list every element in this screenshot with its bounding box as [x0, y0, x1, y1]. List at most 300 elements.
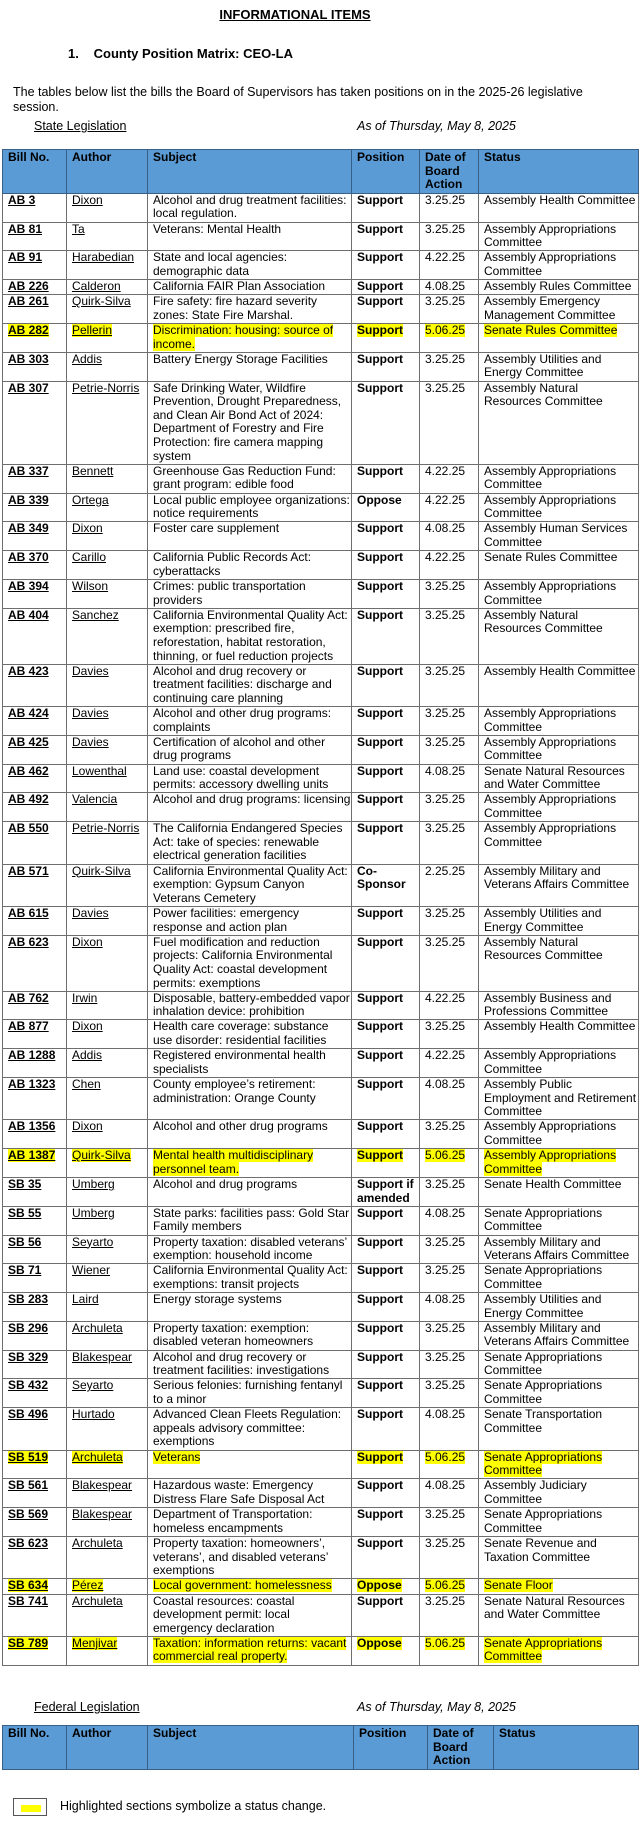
status-cell: [479, 464, 639, 493]
bill-number-link[interactable]: AB 1288: [8, 1048, 56, 1063]
subject-cell: [148, 1264, 352, 1293]
board-action-date-cell: [420, 1450, 479, 1479]
bill-number-link[interactable]: SB 56: [8, 1235, 42, 1249]
subject-cell: [148, 1508, 352, 1537]
bill-number-cell: [3, 1594, 67, 1636]
status-cell: [479, 381, 639, 464]
status-text: Senate Appropriations Committee: [484, 1206, 603, 1234]
bill-number-link[interactable]: AB 226: [8, 279, 49, 294]
board-action-date-cell: [420, 1594, 479, 1636]
bill-number-cell: [3, 1321, 67, 1350]
table-row: [3, 1293, 639, 1322]
table-row: [3, 906, 639, 935]
bill-number-link[interactable]: SB 569: [8, 1507, 49, 1522]
author-name-cell: [67, 906, 148, 935]
subject-cell: [148, 464, 352, 493]
bill-number-link[interactable]: AB 307: [8, 381, 49, 395]
position-cell: [352, 707, 420, 736]
author-name-link[interactable]: Valencia: [72, 792, 118, 807]
subject-text: Safe Drinking Water, Wildfire Prevention, Drought Preparedness, and Clean Air Bond Act of 2024: Department of Forestry and Fire Protection: fire camera mapping system: [153, 381, 342, 463]
bill-number-link[interactable]: AB 337: [8, 464, 49, 478]
status-cell: [479, 1479, 639, 1508]
status-cell: [479, 1149, 639, 1178]
table-header-row: [3, 1726, 639, 1770]
position-text: Support: [357, 222, 403, 236]
bill-number-link[interactable]: AB 425: [8, 735, 49, 749]
position-text: Support: [357, 1321, 403, 1335]
subject-text: Battery Energy Storage Facilities: [153, 352, 328, 366]
status-cell: [479, 222, 639, 251]
author-name-cell: [67, 579, 148, 608]
table-row: [3, 1408, 639, 1450]
subject-cell: [148, 735, 352, 764]
status-text: Assembly Utilities and Energy Committee: [484, 1292, 602, 1320]
subject-cell: [148, 1078, 352, 1120]
bill-number-link[interactable]: AB 339: [8, 493, 49, 507]
bill-number-link[interactable]: AB 404: [8, 608, 49, 622]
author-name-link[interactable]: Harabedian: [72, 250, 135, 265]
table-row: [3, 1636, 639, 1665]
bill-number-link[interactable]: SB 432: [8, 1378, 49, 1393]
board-action-date-cell: [420, 735, 479, 764]
board-action-date-cell: [420, 522, 479, 551]
table-row: [3, 493, 639, 522]
bill-number-cell: [3, 1508, 67, 1537]
bill-number-link[interactable]: AB 370: [8, 550, 49, 565]
subject-text: Discrimination: housing: source of income.: [153, 323, 334, 351]
author-name-link[interactable]: Blakespear: [72, 1350, 133, 1364]
author-name-link[interactable]: Calderon: [72, 279, 121, 294]
status-cell: [479, 1350, 639, 1379]
table-row: [3, 1206, 639, 1235]
author-name-cell: [67, 222, 148, 251]
author-name-link[interactable]: Chen: [72, 1077, 101, 1092]
position-cell: [352, 1206, 420, 1235]
table-row: [3, 251, 639, 280]
author-name-cell: [67, 1350, 148, 1379]
subject-text: California Public Records Act: cyberattacks: [153, 550, 312, 578]
board-action-date-cell: [420, 381, 479, 464]
bill-number-link[interactable]: SB 283: [8, 1292, 49, 1307]
board-action-date-text: 4.22.25: [425, 250, 466, 265]
subject-cell: [148, 793, 352, 822]
board-action-date-text: 3.25.25: [425, 1350, 466, 1364]
author-name-link[interactable]: Lowenthal: [72, 764, 127, 778]
author-name-link[interactable]: Blakespear: [72, 1507, 133, 1522]
position-text: Support: [357, 1507, 403, 1522]
subject-text: Property taxation: exemption: disabled veteran homeowners: [153, 1321, 314, 1349]
author-name-cell: [67, 793, 148, 822]
subject-cell: [148, 1479, 352, 1508]
author-name-link[interactable]: Sanchez: [72, 608, 119, 622]
board-action-date-text: 4.22.25: [425, 493, 466, 507]
position-text: Support: [357, 821, 403, 836]
bill-number-cell: [3, 1408, 67, 1450]
bill-number-link[interactable]: AB 492: [8, 792, 49, 807]
subject-cell: [148, 1293, 352, 1322]
position-text: Support: [357, 1119, 403, 1134]
board-action-date-text: 4.08.25: [425, 1478, 466, 1493]
board-action-date-cell: [420, 1479, 479, 1508]
table-row: [3, 764, 639, 793]
author-name-link[interactable]: Davies: [72, 664, 109, 678]
board-action-date-text: 3.25.25: [425, 222, 466, 236]
bill-number-link[interactable]: AB 394: [8, 579, 49, 593]
bill-number-link[interactable]: SB 35: [8, 1177, 42, 1191]
position-text: Support: [357, 250, 403, 265]
yellow-highlight-icon: [21, 1805, 41, 1812]
subject-text: California Environmental Quality Act: exemption: Gypsum Canyon Veterans Cemetery: [153, 864, 348, 905]
status-cell: [479, 493, 639, 522]
subject-cell: [148, 1594, 352, 1636]
author-name-link[interactable]: Pérez: [72, 1578, 104, 1593]
board-action-date-text: 3.25.25: [425, 1119, 466, 1134]
board-action-date-text: 5.06.25: [425, 1450, 466, 1464]
board-action-date-text: 3.25.25: [425, 1536, 466, 1550]
board-action-date-text: 3.25.25: [425, 1378, 466, 1393]
author-name-cell: [67, 295, 148, 324]
subject-text: Health care coverage: substance use disorder: residential facilities: [153, 1019, 329, 1048]
bill-number-cell: [3, 1536, 67, 1578]
board-action-date-cell: [420, 222, 479, 251]
bill-number-link[interactable]: AB 550: [8, 821, 49, 836]
table-row: [3, 864, 639, 906]
bill-number-link[interactable]: AB 1323: [8, 1077, 56, 1092]
author-name-link[interactable]: Ta: [72, 222, 85, 236]
table-row: [3, 707, 639, 736]
bill-number-link[interactable]: AB 81: [8, 222, 43, 236]
bill-number-link[interactable]: AB 3: [8, 193, 36, 207]
bill-number-link[interactable]: SB 55: [8, 1206, 42, 1220]
status-cell: [479, 551, 639, 580]
status-text: Assembly Appropriations Committee: [484, 792, 617, 820]
board-action-date-cell: [420, 1078, 479, 1120]
board-action-date-text: 3.25.25: [425, 1321, 466, 1335]
author-name-link[interactable]: Dixon: [72, 521, 103, 536]
author-name-link[interactable]: Dixon: [72, 193, 103, 207]
table-row: [3, 608, 639, 664]
bill-number-link[interactable]: AB 1387: [8, 1148, 56, 1163]
board-action-date-text: 3.25.25: [425, 935, 466, 949]
subject-cell: [148, 664, 352, 706]
position-cell: [352, 1235, 420, 1264]
bill-number-link[interactable]: AB 1356: [8, 1119, 56, 1134]
author-name-link[interactable]: Addis: [72, 1048, 103, 1063]
status-cell: [479, 764, 639, 793]
bill-number-link[interactable]: SB 634: [8, 1578, 49, 1593]
author-name-link[interactable]: Ortega: [72, 493, 109, 507]
status-text: Senate Appropriations Committee: [484, 1450, 603, 1478]
author-name-link[interactable]: Seyarto: [72, 1378, 114, 1393]
position-cell: [352, 1293, 420, 1322]
author-name-link[interactable]: Quirk-Silva: [72, 1148, 131, 1163]
table-row: [3, 1049, 639, 1078]
board-action-date-text: 3.25.25: [425, 735, 466, 749]
subject-cell: [148, 1579, 352, 1594]
legend-highlight-swatch: [13, 1798, 47, 1816]
subject-cell: [148, 251, 352, 280]
column-header-subject: Subject: [148, 1726, 354, 1770]
bill-number-cell: [3, 991, 67, 1020]
board-action-date-cell: [420, 324, 479, 353]
status-text: Senate Natural Resources and Water Committee: [484, 1594, 625, 1622]
bill-number-link[interactable]: AB 615: [8, 906, 49, 920]
bill-number-cell: [3, 1120, 67, 1149]
subject-cell: [148, 1235, 352, 1264]
board-action-date-text: 3.25.25: [425, 792, 466, 807]
subject-text: Crimes: public transportation providers: [153, 579, 306, 607]
bill-number-link[interactable]: SB 789: [8, 1636, 49, 1650]
subject-text: State parks: facilities pass: Gold Star Family members: [153, 1206, 350, 1234]
position-text: Support: [357, 935, 403, 949]
bill-number-link[interactable]: SB 623: [8, 1536, 49, 1550]
bill-number-cell: [3, 1206, 67, 1235]
bill-number-cell: [3, 1350, 67, 1379]
position-text: Oppose: [357, 1578, 402, 1593]
status-text: Assembly Appropriations Committee: [484, 493, 617, 521]
status-text: Assembly Appropriations Committee: [484, 1119, 617, 1147]
status-cell: [479, 352, 639, 381]
author-name-link[interactable]: Umberg: [72, 1177, 115, 1191]
bill-number-link[interactable]: AB 571: [8, 864, 49, 878]
position-cell: [352, 222, 420, 251]
author-name-link[interactable]: Dixon: [72, 1119, 103, 1134]
author-name-link[interactable]: Davies: [72, 735, 109, 749]
bill-number-link[interactable]: AB 762: [8, 991, 49, 1005]
subject-cell: [148, 1450, 352, 1479]
author-name-link[interactable]: Quirk-Silva: [72, 294, 131, 309]
board-action-date-cell: [420, 1321, 479, 1350]
bill-number-cell: [3, 935, 67, 991]
author-name-cell: [67, 493, 148, 522]
board-action-date-cell: [420, 864, 479, 906]
status-cell: [479, 991, 639, 1020]
table-row: [3, 664, 639, 706]
subject-cell: [148, 222, 352, 251]
subject-cell: [148, 352, 352, 381]
subject-cell: [148, 1020, 352, 1049]
position-cell: [352, 991, 420, 1020]
author-name-cell: [67, 1049, 148, 1078]
board-action-date-cell: [420, 493, 479, 522]
author-name-link[interactable]: Pellerin: [72, 323, 113, 338]
board-action-date-cell: [420, 1508, 479, 1537]
author-name-cell: [67, 822, 148, 864]
bill-number-link[interactable]: AB 261: [8, 294, 49, 309]
author-name-link[interactable]: Petrie-Norris: [72, 381, 140, 395]
author-name-link[interactable]: Irwin: [72, 991, 98, 1005]
position-text: Support: [357, 991, 403, 1005]
bill-number-link[interactable]: AB 349: [8, 521, 49, 536]
board-action-date-text: 4.08.25: [425, 1206, 466, 1220]
status-cell: [479, 1020, 639, 1049]
author-name-link[interactable]: Archuleta: [72, 1450, 123, 1464]
bill-number-link[interactable]: SB 741: [8, 1594, 49, 1608]
subject-text: Alcohol and drug programs: licensing: [153, 792, 351, 807]
subject-text: California Environmental Quality Act: exemptions: transit projects: [153, 1263, 348, 1291]
column-header-author: Author: [67, 1726, 148, 1770]
table-row: [3, 1020, 639, 1049]
column-header-author: Author: [67, 150, 148, 194]
bill-number-cell: [3, 906, 67, 935]
status-text: Assembly Human Services Committee: [484, 521, 628, 549]
author-name-link[interactable]: Davies: [72, 906, 109, 920]
board-action-date-text: 5.06.25: [425, 323, 466, 338]
board-action-date-text: 5.06.25: [425, 1578, 466, 1593]
position-cell: [352, 1450, 420, 1479]
board-action-date-cell: [420, 822, 479, 864]
author-name-link[interactable]: Wiener: [72, 1263, 111, 1278]
author-name-link[interactable]: Laird: [72, 1292, 99, 1307]
bill-number-cell: [3, 735, 67, 764]
author-name-cell: [67, 1408, 148, 1450]
table-row: [3, 1078, 639, 1120]
board-action-date-cell: [420, 764, 479, 793]
federal-legislation-table: [2, 1725, 639, 1770]
author-name-link[interactable]: Davies: [72, 706, 109, 721]
bill-number-link[interactable]: SB 296: [8, 1321, 49, 1335]
status-text: Senate Health Committee: [484, 1177, 622, 1191]
position-text: Support: [357, 294, 403, 309]
author-name-link[interactable]: Petrie-Norris: [72, 821, 140, 836]
board-action-date-cell: [420, 1579, 479, 1594]
author-name-link[interactable]: Dixon: [72, 1019, 103, 1034]
subject-cell: [148, 1636, 352, 1665]
bill-number-link[interactable]: SB 71: [8, 1263, 42, 1278]
table-row: [3, 280, 639, 295]
bill-number-link[interactable]: AB 303: [8, 352, 49, 366]
author-name-link[interactable]: Archuleta: [72, 1594, 123, 1608]
table-row: [3, 1350, 639, 1379]
author-name-link[interactable]: Menjivar: [72, 1636, 118, 1650]
board-action-date-text: 3.25.25: [425, 1177, 466, 1191]
bill-number-cell: [3, 1264, 67, 1293]
subject-cell: [148, 1206, 352, 1235]
status-text: Assembly Utilities and Energy Committee: [484, 906, 602, 934]
bill-number-link[interactable]: SB 519: [8, 1450, 49, 1464]
author-name-link[interactable]: Wilson: [72, 579, 109, 593]
author-name-link[interactable]: Blakespear: [72, 1478, 133, 1493]
author-name-link[interactable]: Quirk-Silva: [72, 864, 131, 878]
author-name-link[interactable]: Bennett: [72, 464, 114, 478]
board-action-date-text: 4.08.25: [425, 764, 466, 778]
bill-number-link[interactable]: SB 561: [8, 1478, 49, 1493]
position-text: Support: [357, 792, 403, 807]
position-cell: [352, 608, 420, 664]
status-text: Assembly Appropriations Committee: [484, 222, 617, 250]
status-cell: [479, 1536, 639, 1578]
table-row: [3, 464, 639, 493]
author-name-link[interactable]: Dixon: [72, 935, 103, 949]
board-action-date-text: 3.25.25: [425, 1019, 466, 1034]
author-name-cell: [67, 1020, 148, 1049]
bill-number-cell: [3, 493, 67, 522]
author-name-link[interactable]: Addis: [72, 352, 103, 366]
status-cell: [479, 1078, 639, 1120]
subject-text: Advanced Clean Fleets Regulation: appeals advisory committee: exemptions: [153, 1407, 342, 1449]
table-row: [3, 1264, 639, 1293]
subject-text: Hazardous waste: Emergency Distress Flare Safe Disposal Act: [153, 1478, 325, 1506]
column-header-subject: Subject: [148, 150, 352, 194]
position-cell: [352, 1408, 420, 1450]
bill-number-link[interactable]: AB 877: [8, 1019, 49, 1034]
status-cell: [479, 522, 639, 551]
subject-cell: [148, 991, 352, 1020]
subject-cell: [148, 935, 352, 991]
board-action-date-text: 3.25.25: [425, 821, 466, 836]
bill-number-cell: [3, 822, 67, 864]
bill-number-link[interactable]: AB 424: [8, 706, 49, 721]
bill-number-link[interactable]: SB 496: [8, 1407, 49, 1422]
subject-cell: [148, 1149, 352, 1178]
author-name-cell: [67, 1293, 148, 1322]
table-row: [3, 1235, 639, 1264]
subject-cell: [148, 280, 352, 295]
subject-text: Alcohol and drug programs: [153, 1177, 298, 1191]
bill-number-link[interactable]: AB 623: [8, 935, 49, 949]
column-header-date: Date of Board Action: [428, 1726, 494, 1770]
section-heading: [68, 46, 293, 61]
bill-number-cell: [3, 324, 67, 353]
author-name-link[interactable]: Umberg: [72, 1206, 115, 1220]
bill-number-link[interactable]: AB 282: [8, 323, 49, 338]
position-text: Support: [357, 906, 403, 920]
table-row: [3, 193, 639, 222]
author-name-link[interactable]: Archuleta: [72, 1321, 123, 1335]
table-row: [3, 822, 639, 864]
board-action-date-text: 3.25.25: [425, 1594, 466, 1608]
board-action-date-cell: [420, 579, 479, 608]
position-cell: [352, 1350, 420, 1379]
board-action-date-text: 3.25.25: [425, 352, 466, 366]
table-row: [3, 735, 639, 764]
status-cell: [479, 1293, 639, 1322]
bill-number-link[interactable]: AB 91: [8, 250, 43, 265]
subject-text: Foster care supplement: [153, 521, 280, 536]
author-name-link[interactable]: Carillo: [72, 550, 107, 565]
position-cell: [352, 1479, 420, 1508]
position-text: Support: [357, 706, 403, 721]
position-cell: [352, 1149, 420, 1178]
status-text: Assembly Appropriations Committee: [484, 1148, 617, 1176]
status-cell: [479, 664, 639, 706]
bill-number-cell: [3, 1020, 67, 1049]
board-action-date-cell: [420, 1293, 479, 1322]
author-name-link[interactable]: Archuleta: [72, 1536, 123, 1550]
bill-number-cell: [3, 251, 67, 280]
subject-cell: [148, 551, 352, 580]
subject-cell: [148, 764, 352, 793]
subject-cell: [148, 707, 352, 736]
bill-number-cell: [3, 551, 67, 580]
status-text: Senate Appropriations Committee: [484, 1636, 603, 1664]
bill-number-cell: [3, 1293, 67, 1322]
subject-text: Serious felonies: furnishing fentanyl to a minor: [153, 1378, 343, 1407]
table-row: [3, 352, 639, 381]
author-name-cell: [67, 551, 148, 580]
status-text: Senate Appropriations Committee: [484, 1507, 603, 1535]
table-row: [3, 793, 639, 822]
author-name-link[interactable]: Seyarto: [72, 1235, 114, 1249]
bill-number-link[interactable]: SB 329: [8, 1350, 49, 1364]
bill-number-link[interactable]: AB 423: [8, 664, 49, 678]
position-text: Support: [357, 352, 403, 366]
board-action-date-cell: [420, 1235, 479, 1264]
bill-number-link[interactable]: AB 462: [8, 764, 49, 778]
status-cell: [479, 579, 639, 608]
subject-text: Alcohol and drug recovery or treatment facilities: investigations: [153, 1350, 330, 1378]
author-name-link[interactable]: Hurtado: [72, 1407, 115, 1422]
